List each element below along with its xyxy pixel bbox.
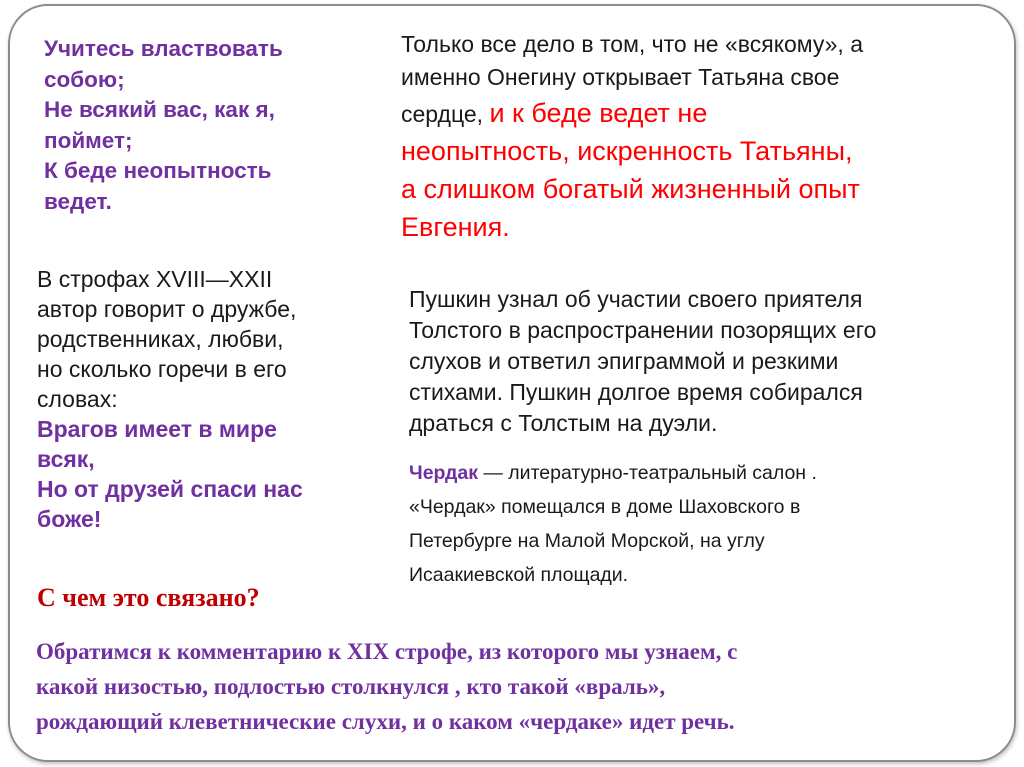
paragraph-line: «Чердак» помещался в доме Шаховского в [409, 496, 801, 518]
paragraph-line: слухов и ответил эпиграммой и резкими [409, 348, 839, 374]
emphasis-line: Евгения. [401, 212, 510, 242]
definition-text: — литературно-театральный салон . [477, 462, 817, 484]
commentary-instruction [36, 634, 991, 739]
quote-line: ведет. [44, 188, 112, 214]
cherdak-definition [409, 456, 989, 592]
quote-line: поймет; [44, 127, 133, 153]
paragraph-line: Только все дело в том, что не «всякому», а [401, 31, 863, 57]
paragraph-line: но сколько горечи в его [37, 356, 287, 382]
paragraph-line: Обратимся к комментарию к XIX строфе, из которого мы узнаем, с [36, 639, 738, 664]
quote-line: Но от друзей спаси нас [37, 476, 303, 502]
quote-line: всяк, [37, 446, 95, 472]
paragraph-line: автор говорит о дружбе, [37, 296, 297, 322]
quote-line: Учитесь властвовать [44, 36, 283, 61]
paragraph-line: Пушкин узнал об участии своего приятеля [409, 286, 863, 312]
quote-line: К беде неопытность [44, 158, 272, 183]
paragraph-line: рождающий клеветнические слухи, и о каком «чердаке» идет речь. [36, 709, 735, 734]
paragraph-line: какой низостью, подлостью столкнулся , кто такой «враль», [36, 674, 666, 699]
paragraph-line: Толстого в распространении позорящих его [409, 317, 877, 343]
pushkin-paragraph [409, 284, 989, 439]
emphasis-text: и к беде ведет не [489, 98, 708, 128]
emphasis-line: неопытность, искренность Татьяны, [401, 136, 853, 166]
tatiana-commentary-paragraph [401, 28, 991, 246]
paragraph-line: драться с Толстым на дуэли. [409, 410, 718, 436]
quote-line: Врагов имеет в мире [37, 416, 277, 442]
quote-line: боже! [37, 506, 102, 532]
paragraph-line: стихами. Пушкин долгое время собирался [409, 379, 863, 405]
quote-line: собою; [44, 66, 125, 92]
emphasis-line: а слишком богатый жизненный опыт [401, 174, 860, 204]
paragraph-line: родственниках, любви, [37, 326, 284, 352]
question-heading: С чем это связано? [37, 583, 260, 612]
onegin-quote-learn-self-control [44, 34, 354, 217]
paragraph-line: В строфах XVIII—XXII [37, 266, 273, 292]
paragraph-line: сердце, [401, 101, 490, 127]
paragraph-line: Исаакиевской площади. [409, 564, 629, 586]
stanzas-paragraph [37, 264, 382, 534]
paragraph-line: Петербурге на Малой Морской, на углу [409, 530, 765, 552]
quote-line: Не всякий вас, как я, [44, 97, 275, 122]
paragraph-line: словах: [37, 386, 118, 412]
cherdak-term: Чердак [409, 462, 478, 484]
paragraph-line: именно Онегину открывает Татьяна свое [401, 64, 840, 90]
